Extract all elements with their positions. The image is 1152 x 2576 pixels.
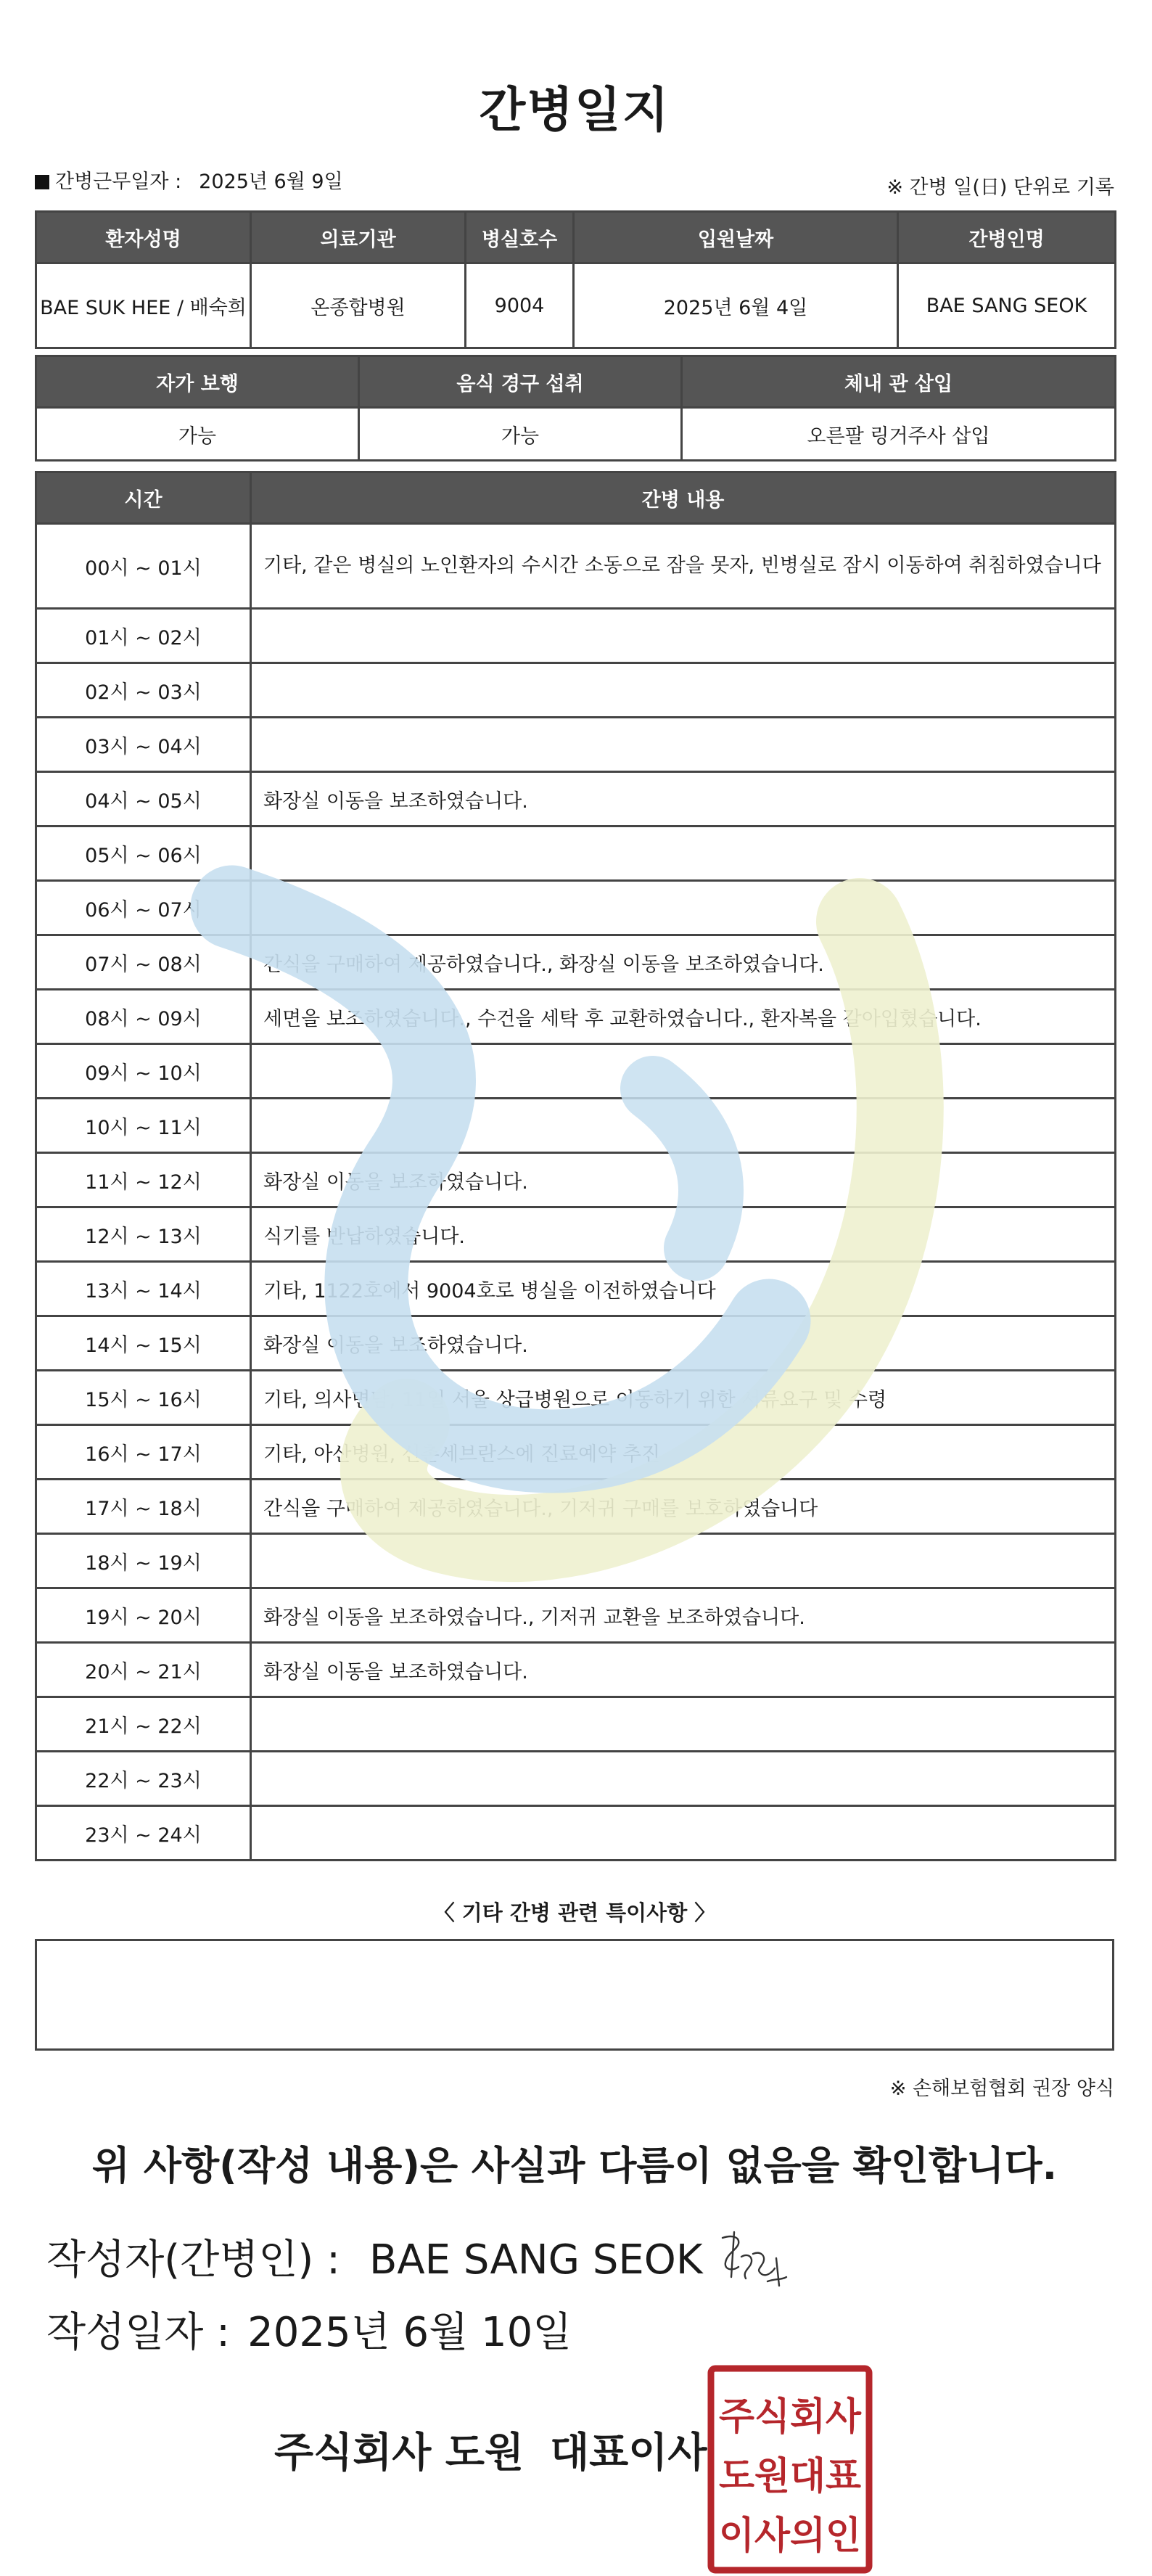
institution-name: 온종합병원 (251, 263, 466, 348)
table-row (36, 718, 1116, 772)
content-cell: 기타, 1122호에서 9004호로 병실을 이전하였습니다 (251, 1262, 1116, 1316)
content-cell: 기타, 같은 병실의 노인환자의 수시간 소동으로 잠을 못자, 빈병실로 잠시 이동하여 취침하였습니다 (251, 524, 1116, 609)
header-care-content: 간병 내용 (251, 472, 1116, 524)
content-cell: 기타, 아산병원, 신촌세브란스에 진료예약 추진 (251, 1425, 1116, 1480)
table-row (36, 772, 1116, 826)
content-cell: 간식을 구매하여 제공하였습니다., 화장실 이동을 보조하였습니다. (251, 935, 1116, 990)
content-cell (251, 663, 1116, 718)
work-date-value: 2025년 6월 9일 (199, 171, 343, 193)
content-cell: 화장실 이동을 보조하였습니다., 기저귀 교환을 보조하였습니다. (251, 1588, 1116, 1643)
time-cell: 09시 ~ 10시 (36, 1044, 251, 1099)
time-cell: 11시 ~ 12시 (36, 1153, 251, 1207)
patient-info-table (35, 210, 1116, 349)
content-cell (251, 1697, 1116, 1752)
admission-date: 2025년 6월 4일 (574, 263, 898, 348)
time-cell: 00시 ~ 01시 (36, 524, 251, 609)
content-cell: 화장실 이동을 보조하였습니다. (251, 1643, 1116, 1697)
table-row (36, 1588, 1116, 1643)
table-row (36, 1806, 1116, 1861)
content-cell (251, 718, 1116, 772)
header-admission-date: 입원날짜 (574, 212, 898, 263)
content-cell (251, 1044, 1116, 1099)
content-cell (251, 1099, 1116, 1153)
time-cell: 23시 ~ 24시 (36, 1806, 251, 1861)
header-institution: 의료기관 (251, 212, 466, 263)
time-cell: 01시 ~ 02시 (36, 609, 251, 663)
patient-status-table (35, 355, 1116, 462)
content-cell (251, 1752, 1116, 1806)
etc-notes-title: 〈 기타 간병 관련 특이사항 〉 (433, 1900, 716, 1925)
content-cell: 화장실 이동을 보조하였습니다. (251, 1153, 1116, 1207)
room-number: 9004 (466, 263, 574, 348)
content-cell: 화장실 이동을 보조하였습니다. (251, 772, 1116, 826)
table-row (36, 1153, 1116, 1207)
time-cell: 12시 ~ 13시 (36, 1207, 251, 1262)
table-row (36, 826, 1116, 881)
table-row (36, 524, 1116, 609)
time-cell: 22시 ~ 23시 (36, 1752, 251, 1806)
time-cell: 06시 ~ 07시 (36, 881, 251, 935)
oral-intake-value: 가능 (359, 408, 682, 461)
time-cell: 07시 ~ 08시 (36, 935, 251, 990)
tube-insertion-value: 오른팔 링거주사 삽입 (682, 408, 1116, 461)
content-cell (251, 881, 1116, 935)
table-row (36, 1371, 1116, 1425)
table-row (36, 1643, 1116, 1697)
content-cell (251, 826, 1116, 881)
time-cell: 15시 ~ 16시 (36, 1371, 251, 1425)
content-cell: 간식을 구매하여 제공하였습니다., 기저귀 구매를 보호하였습니다 (251, 1480, 1116, 1534)
header-time: 시간 (36, 472, 251, 524)
header-oral-intake: 음식 경구 섭취 (359, 356, 682, 408)
time-cell: 13시 ~ 14시 (36, 1262, 251, 1316)
content-cell: 화장실 이동을 보조하였습니다. (251, 1316, 1116, 1371)
table-row (36, 881, 1116, 935)
company-row (274, 2421, 707, 2479)
company-representative: 대표이사 (550, 2429, 707, 2477)
care-log-table (35, 471, 1116, 1861)
table-row (36, 1316, 1116, 1371)
table-row (36, 663, 1116, 718)
time-cell: 05시 ~ 06시 (36, 826, 251, 881)
time-cell: 21시 ~ 22시 (36, 1697, 251, 1752)
unit-note: ※ 간병 일(日) 단위로 기록 (886, 176, 1114, 199)
table-row (36, 935, 1116, 990)
header-self-walking: 자가 보행 (36, 356, 359, 408)
table-row (36, 1425, 1116, 1480)
time-cell: 08시 ~ 09시 (36, 990, 251, 1044)
table-row (36, 609, 1116, 663)
table-row (36, 1697, 1116, 1752)
time-cell: 04시 ~ 05시 (36, 772, 251, 826)
table-row (36, 1207, 1116, 1262)
content-cell: 기타, 의사면담, 11일 서울 상급병원으로 이동하기 위한 서류요구 및 수령 (251, 1371, 1116, 1425)
company-seal (707, 2364, 873, 2575)
table-row (36, 1534, 1116, 1588)
time-cell: 16시 ~ 17시 (36, 1425, 251, 1480)
time-cell: 18시 ~ 19시 (36, 1534, 251, 1588)
header-tube-insertion: 체내 관 삽입 (682, 356, 1116, 408)
content-cell (251, 1534, 1116, 1588)
time-cell: 02시 ~ 03시 (36, 663, 251, 718)
seal-line-2: 도원대표 (719, 2455, 861, 2498)
work-date-row (35, 165, 343, 194)
time-cell: 20시 ~ 21시 (36, 1643, 251, 1697)
time-cell: 19시 ~ 20시 (36, 1588, 251, 1643)
table-row (36, 1752, 1116, 1806)
page-title: 간병일지 (479, 82, 670, 138)
header-room-number: 병실호수 (466, 212, 574, 263)
write-date-row (46, 2300, 572, 2358)
patient-name: BAE SUK HEE / 배숙희 (36, 263, 251, 348)
confirm-statement: 위 사항(작성 내용)은 사실과 다름이 없음을 확인합니다. (91, 2143, 1058, 2189)
write-date-label: 작성일자 : (46, 2309, 231, 2356)
time-cell: 17시 ~ 18시 (36, 1480, 251, 1534)
content-cell: 식기를 반납하였습니다. (251, 1207, 1116, 1262)
form-note: ※ 손해보험협회 권장 양식 (889, 2077, 1114, 2100)
writer-name: BAE SANG SEOK (369, 2236, 703, 2284)
company-name: 주식회사 도원 (274, 2429, 524, 2477)
time-cell: 03시 ~ 04시 (36, 718, 251, 772)
self-walking-value: 가능 (36, 408, 359, 461)
header-caregiver-name: 간병인명 (898, 212, 1116, 263)
writer-row (46, 2228, 703, 2286)
seal-line-1: 주식회사 (719, 2395, 862, 2439)
caregiver-name: BAE SANG SEOK (898, 263, 1116, 348)
work-date-label: 간병근무일자 : (55, 171, 182, 193)
square-bullet-icon (35, 175, 49, 189)
header-patient-name: 환자성명 (36, 212, 251, 263)
time-cell: 10시 ~ 11시 (36, 1099, 251, 1153)
etc-notes-box (35, 1939, 1114, 2051)
signature-mark (709, 2225, 797, 2297)
table-row (36, 1262, 1116, 1316)
table-row (36, 990, 1116, 1044)
table-row (36, 1480, 1116, 1534)
content-cell (251, 609, 1116, 663)
writer-label: 작성자(간병인) : (46, 2236, 340, 2284)
table-row (36, 1044, 1116, 1099)
time-cell: 14시 ~ 15시 (36, 1316, 251, 1371)
content-cell (251, 1806, 1116, 1861)
table-row (36, 1099, 1116, 1153)
content-cell: 세면을 보조하였습니다., 수건을 세탁 후 교환하였습니다., 환자복을 갈아입혔습니다. (251, 990, 1116, 1044)
write-date-value: 2025년 6월 10일 (247, 2309, 572, 2356)
seal-line-3: 이사의인 (719, 2514, 861, 2558)
